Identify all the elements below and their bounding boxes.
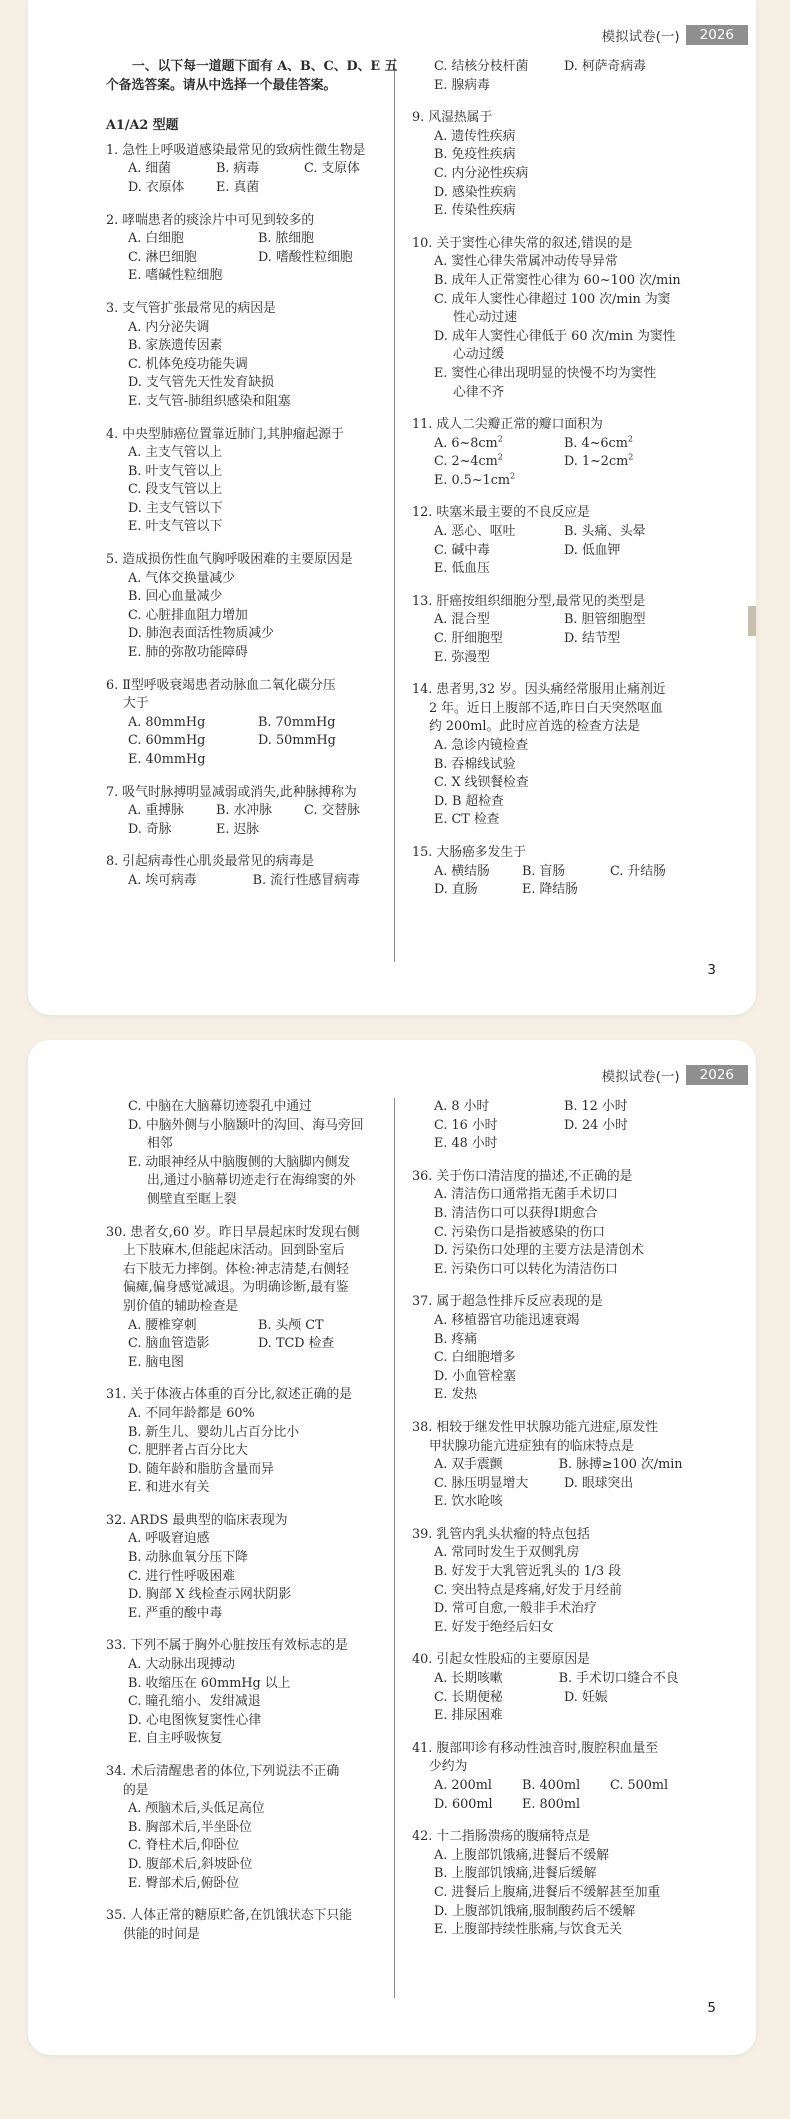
question-8 <box>106 853 406 890</box>
option-d: D. 低血钾 <box>564 542 621 558</box>
option-b: B. 12 小时 <box>564 1099 628 1114</box>
option-e: E. 发热 <box>434 1387 478 1403</box>
option-b: B. 回心血量减少 <box>128 589 223 605</box>
option-b: B. 脉搏≥100 次/min <box>558 1457 683 1473</box>
question-29-continued <box>106 1098 406 1210</box>
question-stem-cont: 甲状腺功能亢进症独有的临床特点是 <box>429 1438 634 1454</box>
left-column <box>106 1098 406 1958</box>
option-b: B. 免疫性疾病 <box>434 147 516 163</box>
option-a: A. 200ml <box>434 1778 493 1793</box>
question-stem: 1. 急性上呼吸道感染最常见的致病性微生物是 <box>106 142 366 158</box>
option-e: E. 自主呼吸恢复 <box>128 1731 223 1747</box>
option-e: E. CT 检查 <box>434 812 500 828</box>
option-e: E. 肺的弥散功能障碍 <box>128 645 248 661</box>
option-e: E. 800ml <box>522 1796 581 1812</box>
option-e: E. 弥漫型 <box>434 649 490 665</box>
question-stem: 5. 造成损伤性血气胸呼吸困难的主要原因是 <box>106 552 353 568</box>
question-39 <box>412 1526 712 1638</box>
option-e: E. 叶支气管以下 <box>128 519 223 535</box>
option-b: B. 头痛、头晕 <box>564 524 646 540</box>
question-10 <box>412 235 712 402</box>
option-e: E. 支气管-肺组织感染和阻塞 <box>128 393 291 409</box>
question-stem: 40. 引起女性股疝的主要原因是 <box>412 1652 590 1668</box>
option-d: D. 腹部术后,斜坡卧位 <box>128 1856 253 1872</box>
option-b: B. 头颅 CT <box>258 1317 324 1333</box>
option-b: B. 疼痛 <box>434 1331 478 1347</box>
question-32 <box>106 1512 406 1624</box>
option-e: E. 迟脉 <box>216 821 260 837</box>
question-12 <box>412 504 712 578</box>
option-a: A. 急诊内镜检查 <box>434 738 529 753</box>
question-40 <box>412 1651 712 1725</box>
question-4 <box>106 426 406 538</box>
option-d: D. 成年人窦性心律低于 60 次/min 为窦性 <box>434 328 676 344</box>
option-b <box>564 435 694 454</box>
question-stem: 32. ARDS 最典型的临床表现为 <box>106 1512 288 1528</box>
superscript: 2 <box>497 453 503 463</box>
option-b: B. 水冲脉 <box>216 803 272 819</box>
option-d: D. 眼球突出 <box>564 1475 634 1491</box>
option-d: D. 随年龄和脂肪含量而异 <box>128 1461 274 1477</box>
question-11 <box>412 416 712 490</box>
question-36 <box>412 1168 712 1280</box>
option-c-cont: 性心动过速 <box>453 310 517 326</box>
option-c-text: C. 2~4cm <box>434 454 498 470</box>
right-column <box>412 1098 712 1954</box>
option-a: A. 呼吸窘迫感 <box>128 1531 210 1547</box>
option-d: D. 衣原体 <box>128 179 185 195</box>
option-b: B. 病毒 <box>216 161 260 177</box>
option-e: E. 40mmHg <box>128 752 206 767</box>
option-b: B. 吞棉线试验 <box>434 756 516 772</box>
option-b: B. 家族遗传因素 <box>128 338 223 354</box>
question-stem: 2. 哮喘患者的痰涂片中可见到较多的 <box>106 212 315 228</box>
option-d: D. 胸部 X 线检查示网状阴影 <box>128 1587 292 1603</box>
option-a: A. 长期咳嗽 <box>434 1671 503 1687</box>
question-9 <box>412 109 712 221</box>
question-15 <box>412 844 712 900</box>
question-stem: 14. 患者男,32 岁。因头痛经常服用止痛剂近 <box>412 682 666 698</box>
question-stem: 13. 肝癌按组织细胞分型,最常见的类型是 <box>412 593 646 609</box>
option-a: A. 腰椎穿刺 <box>128 1317 197 1333</box>
question-33 <box>106 1637 406 1749</box>
option-e: E. 污染伤口可以转化为清洁伤口 <box>434 1261 618 1277</box>
question-stem: 31. 关于体液占体重的百分比,叙述正确的是 <box>106 1387 353 1403</box>
question-stem-cont: 右下肢无力摔倒。体检:神志清楚,右侧轻 <box>123 1261 349 1277</box>
option-d: D. 中脑外侧与小脑颞叶的沟回、海马旁回 <box>128 1117 364 1133</box>
option-e: E. 嗜碱性粒细胞 <box>128 268 223 284</box>
question-stem-cont: 大于 <box>123 696 149 712</box>
option-a: A. 白细胞 <box>128 231 184 247</box>
option-b: B. 收缩压在 60mmHg 以上 <box>128 1675 291 1691</box>
header-title: 模拟试卷(一) <box>601 29 680 45</box>
option-b-text: B. 4~6cm <box>564 435 628 451</box>
question-stem: 38. 相较于继发性甲状腺功能亢进症,原发性 <box>412 1419 659 1435</box>
question-38 <box>412 1419 712 1512</box>
option-c: C. 结核分枝杆菌 <box>434 59 529 74</box>
question-stem: 8. 引起病毒性心肌炎最常见的病毒是 <box>106 854 315 870</box>
option-d: D. 小血管栓塞 <box>434 1368 516 1384</box>
option-a: A. 大动脉出现搏动 <box>128 1657 235 1673</box>
option-e: E. 脑电图 <box>128 1354 184 1370</box>
option-d-cont: 相邻 <box>147 1136 173 1152</box>
option-c: C. 脉压明显增大 <box>434 1475 529 1491</box>
option-c: C. 淋巴细胞 <box>128 249 197 265</box>
option-e: E. 真菌 <box>216 179 260 195</box>
option-b: B. 70mmHg <box>258 714 336 730</box>
option-b: B. 400ml <box>522 1778 581 1793</box>
option-d: D. 上腹部饥饿痛,服制酸药后不缓解 <box>434 1903 636 1919</box>
option-d: D. 直肠 <box>434 882 478 898</box>
exam-page-5 <box>28 1040 756 2055</box>
option-e: E. 臀部术后,俯卧位 <box>128 1875 240 1891</box>
exam-page-3 <box>28 0 756 1015</box>
question-stem: 3. 支气管扩张最常见的病因是 <box>106 300 276 316</box>
page-edge-tab <box>748 606 756 636</box>
question-41 <box>412 1740 712 1814</box>
question-stem-cont: 偏瘫,偏身感觉减退。为明确诊断,最有鉴 <box>123 1280 349 1296</box>
option-c: C. 长期便秘 <box>434 1689 503 1705</box>
option-a: A. 上腹部饥饿痛,进餐后不缓解 <box>434 1847 610 1863</box>
option-d: D. 感染性疾病 <box>434 184 516 200</box>
question-stem: 7. 吸气时脉搏明显减弱或消失,此种脉搏称为 <box>106 784 357 800</box>
option-d: D. 柯萨奇病毒 <box>564 59 646 74</box>
question-1 <box>106 142 406 198</box>
option-c: C. 进行性呼吸困难 <box>128 1568 236 1584</box>
question-stem: 36. 关于伤口清洁度的描述,不正确的是 <box>412 1168 633 1184</box>
option-a: A. 重搏脉 <box>128 803 184 819</box>
page-header <box>602 1064 748 1086</box>
page-number: 5 <box>707 2000 716 2016</box>
option-c: C. 脊柱术后,仰卧位 <box>128 1838 240 1854</box>
option-c: C. 肝细胞型 <box>434 631 503 647</box>
question-13 <box>412 593 712 667</box>
question-30 <box>106 1224 406 1373</box>
header-title: 模拟试卷(一) <box>601 1069 680 1085</box>
question-stem: 4. 中央型肺癌位置靠近肺门,其肿瘤起源于 <box>106 426 344 442</box>
option-a: A. 移植器官功能迅速衰竭 <box>434 1312 580 1328</box>
question-31 <box>106 1386 406 1498</box>
option-a <box>434 435 564 454</box>
question-35-continued <box>412 1098 712 1154</box>
option-a: A. 主支气管以上 <box>128 445 223 461</box>
option-a-text: A. 6~8cm <box>434 435 498 451</box>
option-b: B. 胸部术后,半坐卧位 <box>128 1819 252 1835</box>
question-stem: 35. 人体正常的糖原贮备,在饥饿状态下只能 <box>106 1908 353 1924</box>
question-stem-cont: 上下肢麻木,但能起床活动。回到卧室后 <box>123 1243 345 1259</box>
option-d: D. 污染伤口处理的主要方法是清创术 <box>434 1243 644 1259</box>
header-year-badge: 2026 <box>686 1065 748 1085</box>
option-a: A. 细菌 <box>128 161 171 177</box>
option-a: A. 内分泌失调 <box>128 319 210 335</box>
option-a: A. 气体交换量减少 <box>128 570 235 586</box>
option-d: D. 24 小时 <box>564 1117 628 1133</box>
superscript: 2 <box>497 434 503 444</box>
option-b: B. 动脉血氧分压下降 <box>128 1550 248 1566</box>
option-c: C. 突出特点是疼痛,好发于月经前 <box>434 1582 622 1598</box>
option-b: B. 流行性感冒病毒 <box>252 872 360 888</box>
option-e: E. 和进水有关 <box>128 1480 210 1496</box>
question-5 <box>106 551 406 663</box>
question-stem-cont: 少约为 <box>429 1759 468 1775</box>
question-stem: 30. 患者女,60 岁。昨日早晨起床时发现右侧 <box>106 1224 360 1240</box>
option-d: D. 肺泡表面活性物质减少 <box>128 626 274 642</box>
option-c: C. 机体免疫功能失调 <box>128 356 248 372</box>
option-d: D. 600ml <box>434 1796 493 1812</box>
option-d <box>564 453 694 472</box>
option-b: B. 上腹部饥饿痛,进餐后缓解 <box>434 1866 597 1882</box>
option-d: D. 妊娠 <box>564 1689 608 1705</box>
question-3 <box>106 300 406 412</box>
option-b: B. 叶支气管以上 <box>128 463 223 479</box>
question-2 <box>106 212 406 286</box>
option-c: C. 瞳孔缩小、发绀减退 <box>128 1694 261 1710</box>
option-d: D. 嗜酸性粒细胞 <box>258 249 353 265</box>
question-stem-cont: 2 年。近日上腹部不适,昨日白天突然呕血 <box>429 700 663 716</box>
option-d: D. TCD 检查 <box>258 1336 335 1352</box>
option-e: E. 腺病毒 <box>434 77 490 93</box>
question-34 <box>106 1763 406 1893</box>
option-e: E. 上腹部持续性胀痛,与饮食无关 <box>434 1922 622 1938</box>
option-a: A. 混合型 <box>434 612 490 628</box>
question-stem-cont: 别价值的辅助检查是 <box>123 1298 239 1314</box>
option-c: C. X 线钡餐检查 <box>434 775 529 791</box>
question-14 <box>412 681 712 830</box>
option-d: D. 主支气管以下 <box>128 500 223 516</box>
question-7 <box>106 784 406 840</box>
option-e: E. 排尿困难 <box>434 1708 503 1724</box>
option-d-text: D. 1~2cm <box>564 454 629 470</box>
option-c: C. 白细胞增多 <box>434 1350 516 1366</box>
option-b: B. 新生儿、婴幼儿占百分比小 <box>128 1424 300 1440</box>
question-37 <box>412 1293 712 1405</box>
option-d: D. 支气管先天性发育缺损 <box>128 375 274 391</box>
option-e: E. 降结肠 <box>522 882 578 898</box>
superscript: 2 <box>628 453 634 463</box>
option-c: C. 500ml <box>610 1778 669 1793</box>
left-column <box>106 58 406 905</box>
option-a: A. 颅脑术后,头低足高位 <box>128 1801 265 1817</box>
option-e-cont: 出,通过小脑幕切迹走行在海绵窦的外 <box>147 1173 356 1189</box>
option-a: A. 8 小时 <box>434 1099 490 1114</box>
option-c: C. 升结肠 <box>610 863 666 879</box>
superscript: 2 <box>627 434 633 444</box>
question-stem: 11. 成人二尖瓣正常的瓣口面积为 <box>412 417 603 433</box>
option-b: B. 清洁伤口可以获得Ⅰ期愈合 <box>434 1205 598 1221</box>
option-b: B. 手术切口缝合不良 <box>558 1671 679 1687</box>
option-b: B. 脓细胞 <box>258 231 314 247</box>
option-d-cont: 心动过缓 <box>453 347 505 363</box>
option-a: A. 双手震颤 <box>434 1457 503 1473</box>
option-d: D. 常可自愈,一般非手术治疗 <box>434 1601 597 1617</box>
option-c: C. 60mmHg <box>128 733 206 749</box>
question-stem: 39. 乳管内乳头状瘤的特点包括 <box>412 1526 590 1542</box>
question-8-continued <box>412 58 712 95</box>
option-d: D. 心电图恢复窦性心律 <box>128 1712 262 1728</box>
header-year-badge: 2026 <box>686 25 748 45</box>
option-d: D. 结节型 <box>564 631 621 647</box>
question-stem-cont: 的是 <box>123 1782 149 1798</box>
option-b: B. 好发于大乳管近乳头的 1/3 段 <box>434 1564 622 1580</box>
option-e-cont: 侧壁直至眶上裂 <box>147 1191 237 1207</box>
option-c: C. 内分泌性疾病 <box>434 165 529 181</box>
option-a: A. 埃可病毒 <box>128 872 197 888</box>
question-stem: 34. 术后清醒患者的体位,下列说法不正确 <box>106 1764 340 1779</box>
option-e-text: E. 0.5~1cm <box>434 472 510 488</box>
option-a: A. 80mmHg <box>128 714 206 730</box>
question-stem: 15. 大肠癌多发生于 <box>412 844 526 860</box>
option-c: C. 进餐后上腹痛,进餐后不缓解甚至加重 <box>434 1884 661 1900</box>
option-c <box>434 453 564 472</box>
question-stem: 9. 风湿热属于 <box>412 110 493 126</box>
option-c: C. 段支气管以上 <box>128 482 223 498</box>
option-c: C. 中脑在大脑幕切迹裂孔中通过 <box>128 1099 312 1114</box>
page-number: 3 <box>707 962 716 978</box>
option-b: B. 盲肠 <box>522 863 566 879</box>
question-35 <box>106 1907 406 1944</box>
option-e: E. 窦性心律出现明显的快慢不均为窦性 <box>434 365 657 381</box>
option-a: A. 窦性心律失常属冲动传导异常 <box>434 254 618 270</box>
question-6 <box>106 677 406 770</box>
option-c: C. 支原体 <box>304 161 360 177</box>
section-title: A1/A2 型题 <box>106 118 179 134</box>
option-e: E. 动眼神经从中脑腹侧的大脑脚内侧发 <box>128 1154 351 1170</box>
right-column <box>412 58 712 914</box>
option-e-cont: 心律不齐 <box>453 384 505 400</box>
option-b: B. 胆管细胞型 <box>564 612 646 628</box>
option-e: E. 传染性疾病 <box>434 203 516 219</box>
option-e: E. 严重的酸中毒 <box>128 1605 223 1621</box>
option-c: C. 心脏排血阻力增加 <box>128 607 248 623</box>
question-42 <box>412 1828 712 1940</box>
option-d: D. 奇脉 <box>128 821 172 837</box>
option-e: E. 48 小时 <box>434 1136 498 1152</box>
option-c: C. 脑血管造影 <box>128 1336 210 1352</box>
option-e: E. 好发于绝经后妇女 <box>434 1619 554 1635</box>
question-stem-cont: 约 200ml。此时应首选的检查方法是 <box>429 719 641 735</box>
question-stem: 33. 下列不属于胸外心脏按压有效标志的是 <box>106 1638 348 1654</box>
option-a: A. 恶心、呕吐 <box>434 524 516 540</box>
option-c: C. 16 小时 <box>434 1117 498 1133</box>
question-stem: 42. 十二指肠溃疡的腹痛特点是 <box>412 1829 590 1845</box>
option-c: C. 成年人窦性心律超过 100 次/min 为窦 <box>434 291 671 307</box>
question-stem: 41. 腹部叩诊有移动性浊音时,腹腔积血量至 <box>412 1740 659 1756</box>
option-e: E. 低血压 <box>434 561 490 577</box>
option-e <box>412 472 712 491</box>
option-b: B. 成年人正常窦性心律为 60~100 次/min <box>434 272 681 288</box>
option-a: A. 遗传性疾病 <box>434 128 516 144</box>
question-stem: 37. 属于超急性排斥反应表现的是 <box>412 1294 603 1310</box>
option-a: A. 常同时发生于双侧乳房 <box>434 1545 580 1561</box>
option-c: C. 肥胖者占百分比大 <box>128 1443 248 1459</box>
option-c: C. 交替脉 <box>304 803 360 819</box>
instructions: 一、以下每一道题下面有 A、B、C、D、E 五个备选答案。请从中选择一个最佳答案。 <box>106 59 398 93</box>
option-d: D. 50mmHg <box>258 733 336 749</box>
option-c: C. 碱中毒 <box>434 542 490 558</box>
question-stem: 10. 关于窦性心律失常的叙述,错误的是 <box>412 235 633 251</box>
option-a: A. 清洁伤口通常指无菌手术切口 <box>434 1187 618 1203</box>
superscript: 2 <box>510 471 516 481</box>
question-stem: 6. Ⅱ型呼吸衰竭患者动脉血二氧化碳分压 <box>106 677 336 693</box>
option-a: A. 横结肠 <box>434 863 490 879</box>
option-e: E. 饮水呛咳 <box>434 1494 503 1510</box>
question-stem: 12. 呋塞米最主要的不良反应是 <box>412 505 590 521</box>
question-stem-cont: 供能的时间是 <box>123 1926 200 1942</box>
option-d: D. B 超检查 <box>434 793 504 809</box>
page-header <box>602 24 748 46</box>
option-c: C. 污染伤口是指被感染的伤口 <box>434 1224 606 1240</box>
option-a: A. 不同年龄都是 60% <box>128 1405 255 1421</box>
